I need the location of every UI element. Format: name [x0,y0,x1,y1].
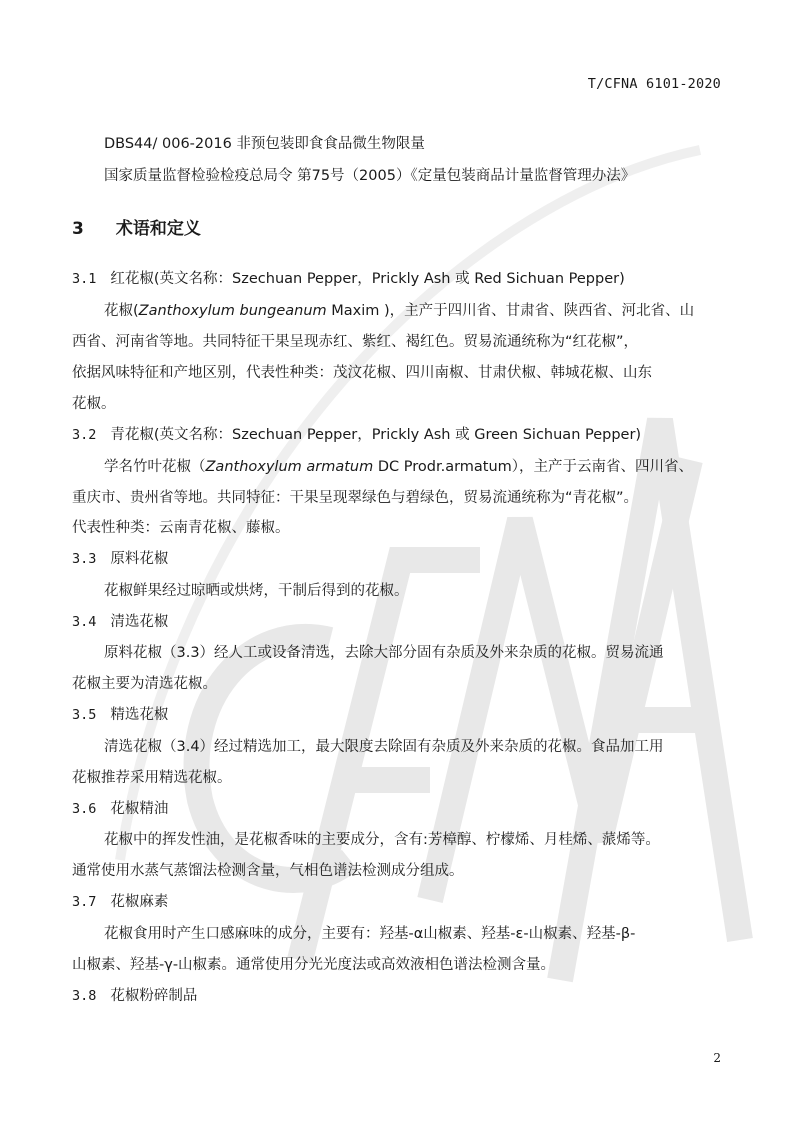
paragraph-line: 重庆市、贵州省等地。共同特征：干果呈现翠绿色与碧绿色，贸易流通统称为“青花椒”。 [72,490,639,506]
paragraph-line: 代表性种类：云南青花椒、藤椒。 [72,520,290,536]
term-heading [72,703,168,724]
term-number: 3.6 [72,801,97,817]
paragraph-line: 原料花椒（3.3）经人工或设备清选，去除大部分固有杂质及外来杂质的花椒。贸易流通 [104,645,664,661]
term-title: 花椒粉碎制品 [110,988,198,1004]
term-number: 3.7 [72,894,97,910]
term-number: 3.3 [72,551,97,567]
reference-line: 国家质量监督检验检疫总局令 第75号（2005）《定量包装商品计量监督管理办法》 [104,168,636,184]
paragraph-line: 花椒推荐采用精选花椒。 [72,770,232,786]
text-run: 花椒( [104,303,139,319]
term-number: 3.2 [72,427,97,443]
term-heading [72,267,625,288]
section-number: 3 [72,219,84,239]
paragraph-line [104,299,694,320]
term-title: 花椒麻素 [110,894,169,910]
term-heading [72,890,168,911]
paragraph-line: 依据风味特征和产地区别，代表性种类：茂汶花椒、四川南椒、甘肃伏椒、韩城花椒、山东 [72,365,652,381]
paragraph-line [104,455,693,476]
term-title: 清选花椒 [110,614,169,630]
term-title: 精选花椒 [110,707,169,723]
term-number: 3.5 [72,707,97,723]
page-number: 2 [713,1051,721,1065]
paragraph-line: 清选花椒（3.4）经过精选加工，最大限度去除固有杂质及外来杂质的花椒。食品加工用 [104,739,664,755]
term-title: 红花椒(英文名称：Szechuan Pepper，Prickly Ash 或 Red Sichuan Pepper) [110,271,625,287]
latin-name: Zanthoxylum bungeanum [138,303,327,319]
term-title: 青花椒(英文名称：Szechuan Pepper，Prickly Ash 或 Green Sichuan Pepper) [110,427,642,443]
term-number: 3.8 [72,988,97,1004]
term-title: 原料花椒 [110,551,169,567]
paragraph-line: 西省、河南省等地。共同特征干果呈现赤红、紫红、褐红色。贸易流通统称为“红花椒”， [72,334,639,350]
reference-line: DBS44/ 006-2016 非预包装即食食品微生物限量 [104,136,425,152]
term-heading [72,610,168,631]
term-heading [72,984,197,1005]
term-heading [72,547,168,568]
paragraph-line: 花椒食用时产生口感麻味的成分，主要有：羟基-α山椒素、羟基-ε-山椒素、羟基-β- [104,926,636,942]
term-heading [72,797,168,818]
text-run: 学名竹叶花椒（ [104,459,206,475]
paragraph-line: 通常使用水蒸气蒸馏法检测含量，气相色谱法检测成分组成。 [72,863,464,879]
document-code: T/CFNA 6101-2020 [587,76,721,92]
latin-name: Zanthoxylum armatum [205,459,374,475]
paragraph-line: 花椒中的挥发性油，是花椒香味的主要成分，含有:芳樟醇、柠檬烯、月桂烯、蒎烯等。 [104,832,660,848]
section-heading [72,214,201,239]
text-run: Maxim )，主产于四川省、甘肃省、陕西省、河北省、山 [326,303,695,319]
paragraph-line: 山椒素、羟基-γ-山椒素。通常使用分光光度法或高效液相色谱法检测含量。 [72,957,556,973]
paragraph-line: 花椒。 [72,396,116,412]
section-title: 术语和定义 [115,219,201,239]
paragraph-line: 花椒主要为清选花椒。 [72,676,217,692]
term-heading [72,423,641,444]
term-number: 3.1 [72,271,97,287]
term-title: 花椒精油 [110,801,169,817]
paragraph-line: 花椒鲜果经过晾晒或烘烤，干制后得到的花椒。 [104,583,409,599]
text-run: DC Prodr.armatum），主产于云南省、四川省、 [373,459,694,475]
watermark-letter-f [300,560,480,960]
term-number: 3.4 [72,614,97,630]
